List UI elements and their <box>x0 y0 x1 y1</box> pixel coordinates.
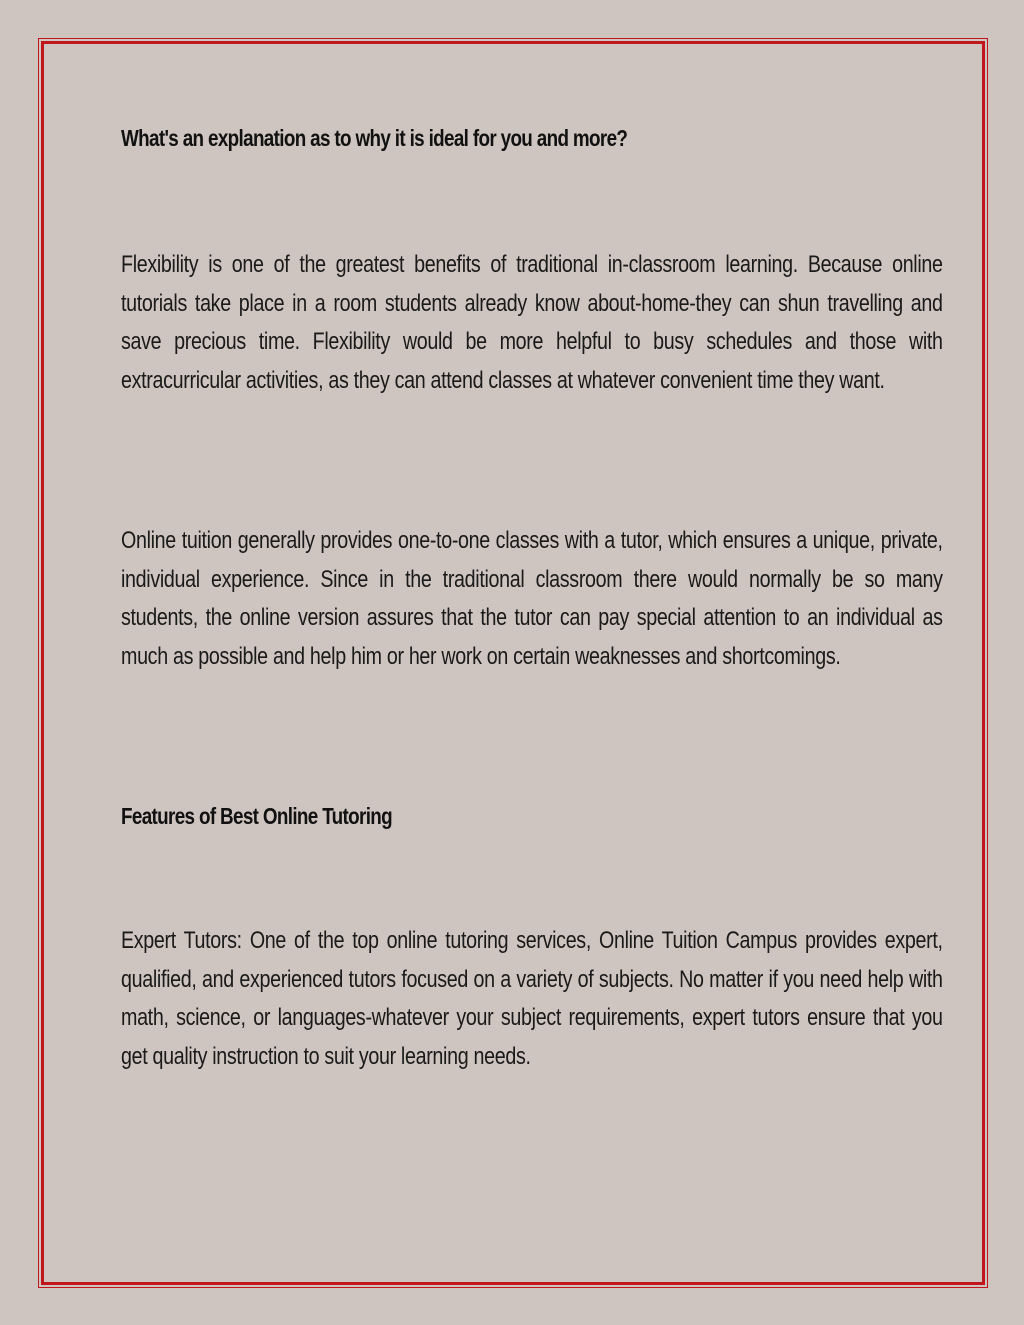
document-content <box>121 0 943 1325</box>
paragraph-expert-tutors: Expert Tutors: One of the top online tutoring services, Online Tuition Campus provides expert, qualified, and experienced tutors focused on a variety of subjects. No matter if you need help with math, science, or languages-whatever your subject requirements, expert tutors ensure that you get quality instruction to suit your learning needs. <box>121 927 943 1070</box>
section-heading-why-ideal: What's an explanation as to why it is ideal for you and more? <box>121 125 628 151</box>
section-heading-features: Features of Best Online Tutoring <box>121 803 393 829</box>
paragraph-flexibility: Flexibility is one of the greatest benefits of traditional in-classroom learning. Because online tutorials take place in a room students already know about-home-they can shun travelling and save precious time. Flexibility would be more helpful to busy schedules and those with extracurricular activities, as they can attend classes at whatever convenient time they want. <box>121 251 943 394</box>
paragraph-one-to-one: Online tuition generally provides one-to-one classes with a tutor, which ensures a unique, private, individual experience. Since in the traditional classroom there would normally be so many students, the online version assures that the tutor can pay special attention to an individual as much as possible and help him or her work on certain weaknesses and shortcomings. <box>121 527 943 670</box>
